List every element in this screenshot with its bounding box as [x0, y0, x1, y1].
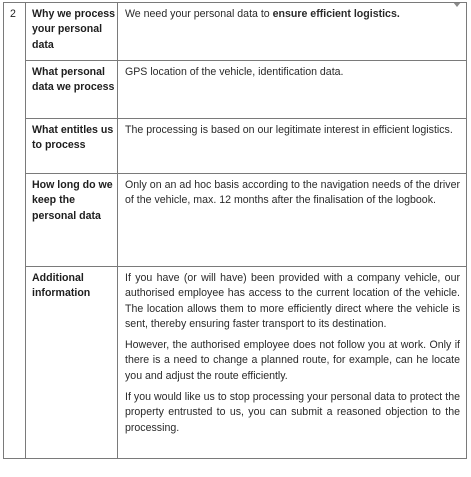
value-text: GPS location of the vehicle, identification data.	[125, 66, 344, 78]
label-cell	[26, 174, 118, 267]
value-text: We need your personal data to	[125, 8, 273, 20]
row-number: 2	[10, 8, 16, 20]
value-cell	[118, 267, 467, 459]
value-cell	[118, 174, 467, 267]
personal-data-table	[3, 2, 467, 459]
value-cell	[118, 119, 467, 174]
label-cell	[26, 61, 118, 119]
value-text-bold: ensure efficient logistics.	[272, 8, 400, 20]
table-row	[4, 61, 467, 119]
label-cell	[26, 119, 118, 174]
value-paragraph: If you would like us to stop processing your personal data to protect the property entrusted to us, you can submit a reasoned objection to the processing.	[125, 391, 460, 434]
label-cell	[26, 3, 118, 61]
table-row	[4, 119, 467, 174]
value-text: The processing is based on our legitimate interest in efficient logistics.	[125, 124, 453, 136]
row-label: Why we process your personal data	[32, 8, 116, 51]
value-text: Only on an ad hoc basis according to the navigation needs of the driver of the vehicle, max. 12 months after the finalisation of the logbook.	[125, 179, 460, 207]
row-label: Additional information	[32, 272, 91, 300]
label-cell	[26, 267, 118, 459]
value-paragraph: If you have (or will have) been provided with a company vehicle, our authorised employee has access to the current location of the vehicle. The location allows them to more efficiently direct where the vehicle is sent, thereby ensuring faster transport to its destination.	[125, 272, 460, 330]
table-row	[4, 3, 467, 61]
row-label: What personal data we process	[32, 66, 115, 94]
row-label: How long do we keep the personal data	[32, 179, 113, 222]
row-label: What entitles us to process	[32, 124, 114, 152]
value-cell	[118, 61, 467, 119]
table-row	[4, 267, 467, 459]
value-paragraph: However, the authorised employee does not follow you at work. Only if there is a need to change a planned route, for example, can he locate you and adjust the route efficiently.	[125, 339, 460, 382]
table-row	[4, 174, 467, 267]
value-cell	[118, 3, 467, 61]
row-number-cell	[4, 3, 26, 459]
